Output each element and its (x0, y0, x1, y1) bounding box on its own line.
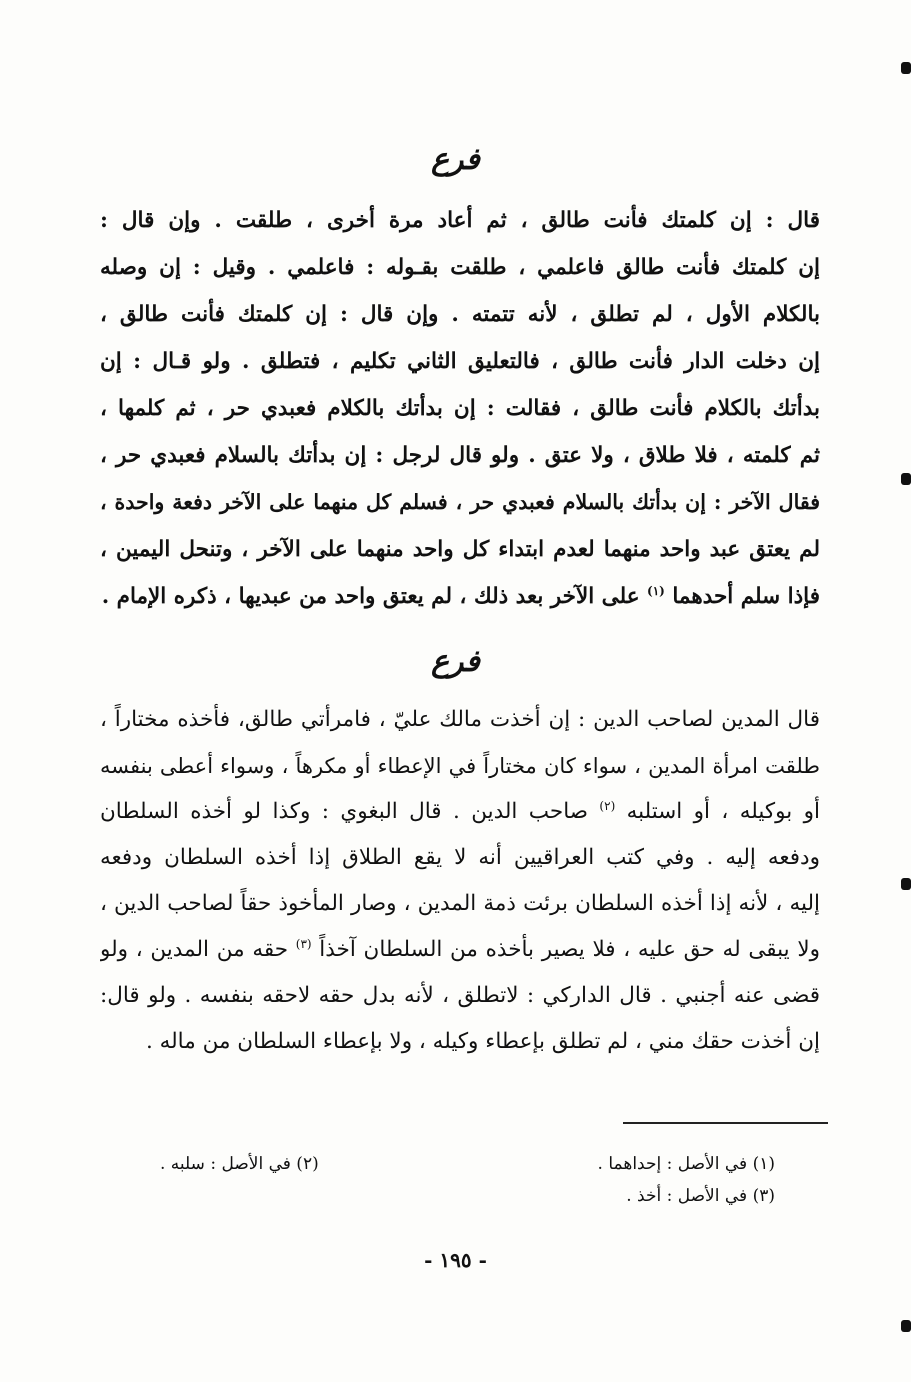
section-1-body (100, 197, 820, 620)
text-line: لم يعتق عبد واحد منهما لعدم ابتداء كل واحد منهما على الآخر ، وتنحل اليمين ، (100, 537, 820, 562)
text-line: فقال الآخر : إن بدأتك بالسلام فعبدي حر ، فسلم كل منهما على الآخر دفعة واحدة ، (100, 490, 820, 514)
text-segment: ولا يبقى له حق عليه ، فلا يصير بأخذه من السلطان آخذاً (311, 937, 820, 962)
text-line: قال : إن كلمتك فأنت طالق ، ثم أعاد مرة أخرى ، طلقت . وإن قال : (100, 208, 820, 233)
text-segment: على الآخر بعد ذلك ، لم يعتق واحد من عبديها ، ذكره الإمام . (101, 584, 648, 609)
text-line: ثم كلمته ، فلا طلاق ، ولا عتق . ولو قال لرجل : إن بدأتك بالسلام فعبدي حر ، (100, 443, 820, 468)
section-2-body (100, 697, 820, 1065)
footnote-ref-3: (٣) (295, 936, 312, 951)
scan-edge-mark (901, 473, 911, 485)
footnote-1: (١) في الأصل : إحداهما . (597, 1154, 775, 1174)
text-line: إن كلمتك فأنت طالق فاعلمي ، طلقت بقـوله : فاعلمي . وقيل : إن وصله (100, 255, 820, 280)
scan-edge-mark (901, 878, 911, 890)
text-line: إن دخلت الدار فأنت طالق ، فالتعليق الثاني تكليم ، فتطلق . ولو قـال : إن (100, 349, 820, 374)
scan-edge-mark (901, 1320, 911, 1332)
scan-edge-mark (901, 62, 911, 74)
text-line: إن أخذت حقك مني ، لم تطلق بإعطاء وكيله ، ولا بإعطاء السلطان من ماله . (145, 1029, 820, 1054)
text-line: قضى عنه أجنبي . قال الداركي : لاتطلق ، لأنه بدل حقه لاحقه بنفسه . ولو قال: (100, 983, 820, 1008)
text-line-with-footnote (100, 573, 820, 620)
text-segment: أو بوكيله ، أو استلبه (615, 799, 820, 824)
footnotes (160, 1148, 775, 1212)
text-line: طلقت امرأة المدين ، سواء كان مختاراً في الإعطاء أو مكرهاً ، وسواء أعطى بنفسه (100, 754, 820, 778)
footnote-row (160, 1180, 775, 1212)
footnote-ref-1: (١) (647, 583, 665, 598)
footnote-3: (٣) في الأصل : أخذ . (626, 1186, 775, 1206)
text-line: قال المدين لصاحب الدين : إن أخذت مالك عليّ ، فامرأتي طالق، فأخذه مختاراً ، (100, 707, 820, 732)
text-line: بالكلام الأول ، لم تطلق ، لأنه تتمته . وإن قال : إن كلمتك فأنت طالق ، (100, 302, 820, 327)
text-line: إليه ، لأنه إذا أخذه السلطان برئت ذمة المدين ، وصار المأخوذ حقاً لصاحب الدين ، (100, 891, 820, 916)
text-segment: صاحب الدين . قال البغوي : وكذا لو أخذه السلطان (100, 799, 600, 824)
footnote-separator (623, 1122, 828, 1124)
text-line-with-footnote (100, 789, 820, 835)
text-segment: حقه من المدين ، ولو (100, 937, 296, 962)
text-segment: فإذا سلم أحدهما (664, 584, 820, 609)
text-line: بدأتك بالكلام فأنت طالق ، فقالت : إن بدأتك بالكلام فعبدي حر ، ثم كلمها ، (100, 396, 820, 421)
page-number: - ١٩٥ - (424, 1248, 487, 1272)
footnote-2: (٢) في الأصل : سلبه . (160, 1154, 319, 1174)
section-title-1: فرع (431, 142, 480, 177)
footnote-row (160, 1148, 775, 1180)
footnote-ref-2: (٢) (599, 798, 616, 813)
text-line: ودفعه إليه . وفي كتب العراقيين أنه لا يقع الطلاق إذا أخذه السلطان ودفعه (100, 845, 820, 870)
section-title-2: فرع (431, 644, 480, 679)
text-line-with-footnote (100, 927, 820, 973)
